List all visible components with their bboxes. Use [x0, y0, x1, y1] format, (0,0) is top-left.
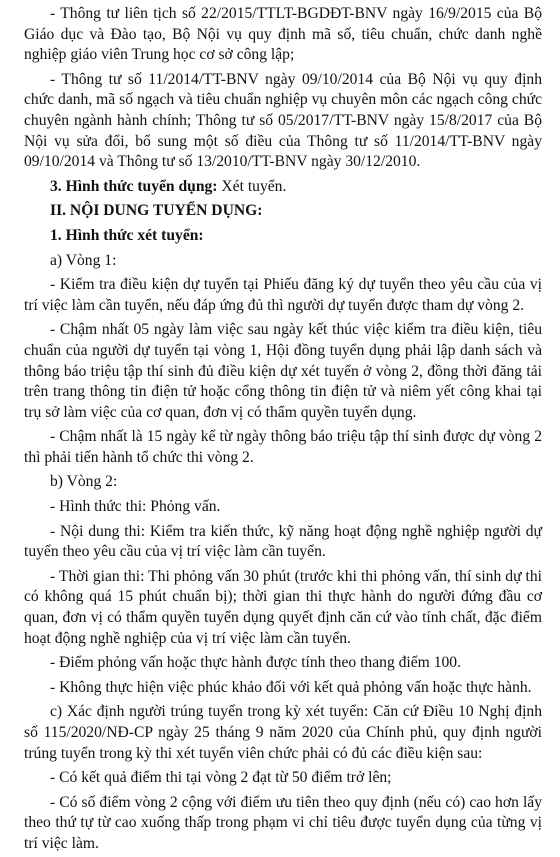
paragraph-no-review: - Không thực hiện việc phúc khảo đối với kết quả phỏng vấn hoặc thực hành. — [50, 678, 532, 696]
paragraph-winner-criteria: c) Xác định người trúng tuyển trong kỳ xét tuyển: Căn cứ Điều 10 Nghị định số 115/2020/NĐ-CP ngày 25 tháng 9 năm 2020 của Chính phủ, quy định người trúng tuyển trong kỳ thi xét tuyển viên chức phải có đủ các điều kiện sau: — [24, 703, 542, 762]
paragraph-round-1-deadline: - Chậm nhất là 15 ngày kể từ ngày thông báo triệu tập thí sinh được dự vòng 2 thì phải tiến hành tổ chức thi vòng 2. — [24, 428, 542, 466]
subheading-selection-form: 1. Hình thức xét tuyển: — [50, 226, 204, 244]
paragraph-round-1-check: - Kiểm tra điều kiện dự tuyển tại Phiếu đăng ký dự tuyển theo yêu cầu của vị trí việc làm cần tuyển, nếu đáp ứng đủ thì người dự tuyển được tham dự vòng 2. — [24, 276, 542, 314]
round-2-label: b) Vòng 2: — [50, 473, 118, 491]
section-heading-content: II. NỘI DUNG TUYỂN DỤNG: — [50, 202, 263, 220]
paragraph-exam-content: - Nội dung thi: Kiểm tra kiến thức, kỹ năng hoạt động nghề nghiệp người dự tuyển theo yêu cầu của vị trí việc làm cần tuyển. — [24, 522, 542, 561]
recruitment-form-value: Xét tuyển. — [217, 177, 287, 195]
paragraph-exam-time: - Thời gian thi: Thi phỏng vấn 30 phút (trước khi thi phỏng vấn, thí sinh dự thi có không quá 15 phút chuẩn bị); thời gian thi thực hành do người đứng đầu cơ quan, đơn vị có thẩm quyền tuyển dụng quyết định căn cứ vào tính chất, đặc điểm hoạt động nghề nghiệp của vị trí việc làm cần tuyển. — [24, 567, 542, 647]
paragraph-ranking: - Có số điểm vòng 2 cộng với điểm ưu tiên theo quy định (nếu có) cao hơn lấy theo thứ tự từ cao xuống thấp trong phạm vi chỉ tiêu được tuyển dụng của từng vị trí việc làm. — [24, 793, 542, 852]
paragraph-circular-11-2014: - Thông tư số 11/2014/TT-BNV ngày 09/10/2014 của Bộ Nội vụ quy định chức danh, mã số ngạch và tiêu chuẩn nghiệp vụ chuyên môn các ngạch công chức chuyên ngành hành chính; Thông tư số 05/2017/TT-BNV ngày 15/8/2017 của Bộ Nội vụ sửa đổi, bổ sung một số điều của Thông tư số 11/2014/TT-BNV ngày 09/10/2014 và Thông tư số 13/2010/TT-BNV ngày 30/12/2010. — [24, 70, 542, 171]
recruitment-form-label: 3. Hình thức tuyển dụng: — [50, 177, 218, 195]
paragraph-circular-22-2015: - Thông tư liên tịch số 22/2015/TTLT-BGDĐT-BNV ngày 16/9/2015 của Bộ Giáo dục và Đào tạo, Bộ Nội vụ quy định mã số, tiêu chuẩn, chức danh nghề nghiệp giáo viên Trung học cơ sở công lập; — [24, 5, 542, 64]
paragraph-score-scale: - Điểm phỏng vấn hoặc thực hành được tính theo thang điểm 100. — [50, 654, 462, 672]
round-1-label: a) Vòng 1: — [50, 251, 117, 269]
paragraph-recruitment-form — [24, 177, 542, 198]
paragraph-min-score: - Có kết quả điểm thi tại vòng 2 đạt từ 50 điểm trở lên; — [50, 769, 392, 787]
paragraph-exam-form: - Hình thức thi: Phỏng vấn. — [50, 498, 221, 516]
paragraph-round-1-notice: - Chậm nhất 05 ngày làm việc sau ngày kết thúc việc kiểm tra điều kiện, tiêu chuẩn của người dự tuyển tại vòng 1, Hội đồng tuyển dụng phải lập danh sách và thông báo triệu tập thí sinh đủ điều kiện dự xét tuyển ở vòng 2, đồng thời đăng tải trên trang thông tin điện tử hoặc cổng thông tin điện tử và niêm yết công khai tại trụ sở làm việc của cơ quan, đơn vị có thẩm quyền tuyển dụng. — [24, 321, 542, 421]
document-page — [24, 4, 542, 857]
